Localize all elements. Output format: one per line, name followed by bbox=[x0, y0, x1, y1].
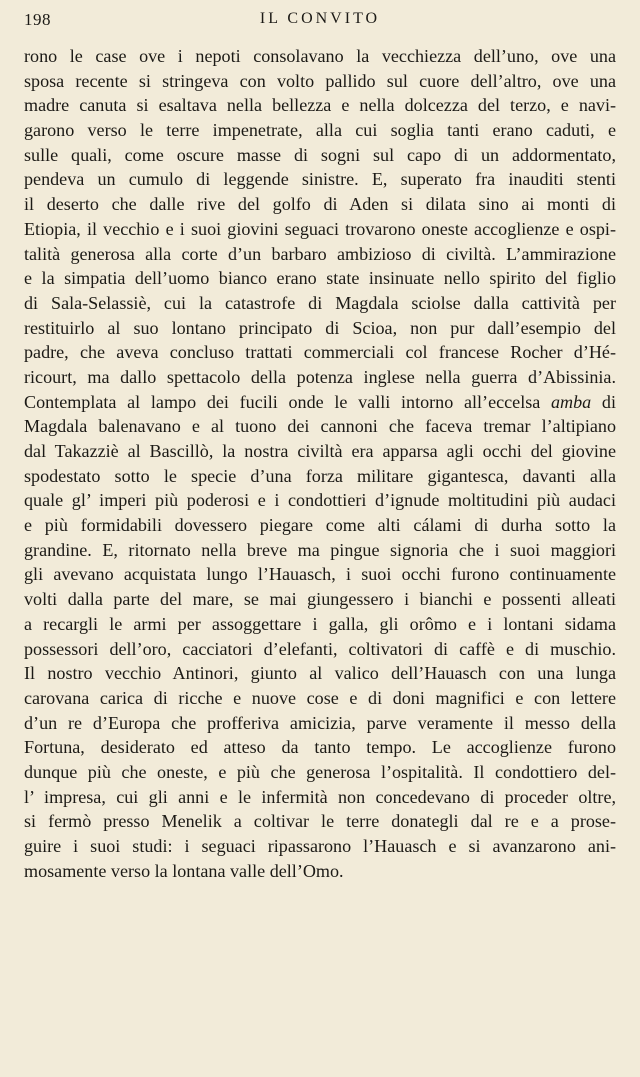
text-line: madre canuta si esaltava nella bellezza e nella dolcezza del terzo, e navi- bbox=[24, 95, 616, 116]
text-line: ricourt, ma dallo spettacolo della potenza inglese nella guerra d’Abissinia. bbox=[24, 366, 616, 387]
text-segment: Contemplata al lampo dei fucili onde le valli intorno all’eccelsa bbox=[24, 391, 551, 412]
text-line: dal Takazziè al Bascillò, la nostra civiltà era apparsa agli occhi del giovine bbox=[24, 441, 616, 461]
text-line: grandine. E, ritornato nella breve ma pingue signoria che i suoi maggiori bbox=[24, 539, 616, 560]
text-line: pendeva un cumulo di leggende sinistre. E, superato fra inauditi stenti bbox=[24, 169, 616, 190]
text-line: spodestato sotto le specie d’una forza militare gigantesca, davanti alla bbox=[24, 465, 616, 486]
text-line: e la simpatia dell’uomo bianco erano state insinuate nello spirito del figlio bbox=[24, 268, 616, 289]
body-text bbox=[24, 44, 616, 883]
text-line: si fermò presso Menelik a coltivar le terre donategli dal re e a prose- bbox=[24, 811, 616, 832]
text-line: l’ impresa, cui gli anni e le infermità non concedevano di proceder oltre, bbox=[24, 786, 616, 807]
text-line: Fortuna, desiderato ed atteso da tanto tempo. Le accoglienze furono bbox=[24, 737, 616, 758]
text-line: Il nostro vecchio Antinori, giunto al valico dell’Hauasch con una lunga bbox=[24, 663, 616, 684]
text-line: talità generosa alla corte d’un barbaro ambizioso di civiltà. L’ammirazione bbox=[24, 243, 616, 264]
text-line: carovana carica di ricche e nuove cose e di doni magnifici e con lettere bbox=[24, 687, 616, 708]
text-line: e più formidabili dovessero piegare come alti cálami di durha sotto la bbox=[24, 515, 616, 536]
text-line: sulle quali, come oscure masse di sogni sul capo di un addormentato, bbox=[24, 144, 616, 165]
text-line: rono le case ove i nepoti consolavano la vecchiezza dell’uno, ove una bbox=[24, 46, 616, 66]
text-line: garono verso le terre impenetrate, alla cui soglia tanti erano caduti, e bbox=[24, 120, 616, 141]
text-line: di Sala-Selassiè, cui la catastrofe di Magdala sciolse dalla cattività per bbox=[24, 292, 616, 313]
text-line: Etiopia, il vecchio e i suoi giovini seguaci trovarono oneste accoglienze e ospi- bbox=[24, 218, 616, 239]
text-line: il deserto che dalle rive del golfo di Aden si dilata sino ai monti di bbox=[24, 194, 616, 215]
text-segment: di bbox=[591, 391, 616, 412]
page-number: 198 bbox=[24, 10, 51, 29]
journal-title: IL CONVITO bbox=[259, 10, 381, 27]
text-line: quale gl’ imperi più poderosi e i condottieri d’ignude moltitudini più audaci bbox=[24, 490, 616, 511]
text-line: sposa recente si stringeva con volto pallido sul cuore dell’altro, ove una bbox=[24, 70, 616, 91]
text-line: Magdala balenavano e al tuono dei cannoni che faceva tremar l’altipiano bbox=[24, 416, 616, 437]
text-line: gli avevano acquistata lungo l’Hauasch, i suoi occhi furono continuamente bbox=[24, 564, 616, 585]
running-head bbox=[24, 10, 616, 34]
text-line: a recargli le armi per assoggettare i galla, gli orômo e i lontani sidama bbox=[24, 613, 616, 634]
text-line: d’un re d’Europa che profferiva amicizia, parve veramente il messo della bbox=[24, 712, 616, 733]
text-line: volti dalla parte del mare, se mai giungessero i bianchi e possenti alleati bbox=[24, 589, 616, 610]
text-line: dunque più che oneste, e più che generosa l’ospitalità. Il condottiero del- bbox=[24, 761, 616, 782]
text-line: padre, che aveva concluso trattati commerciali col francese Rocher d’Hé- bbox=[24, 342, 616, 363]
text-line: possessori dell’oro, cacciatori d’elefanti, coltivatori di caffè e di muschio. bbox=[24, 638, 616, 659]
text-line: guire i suoi studi: i seguaci ripassarono l’Hauasch e si avanzarono ani- bbox=[24, 836, 616, 856]
text-line bbox=[24, 390, 616, 415]
text-line: restituirlo al suo lontano principato di Scioa, non pur dall’esempio del bbox=[24, 317, 616, 338]
text-line: mosamente verso la lontana valle dell’Omo. bbox=[24, 860, 344, 881]
italic-word: amba bbox=[550, 391, 592, 412]
